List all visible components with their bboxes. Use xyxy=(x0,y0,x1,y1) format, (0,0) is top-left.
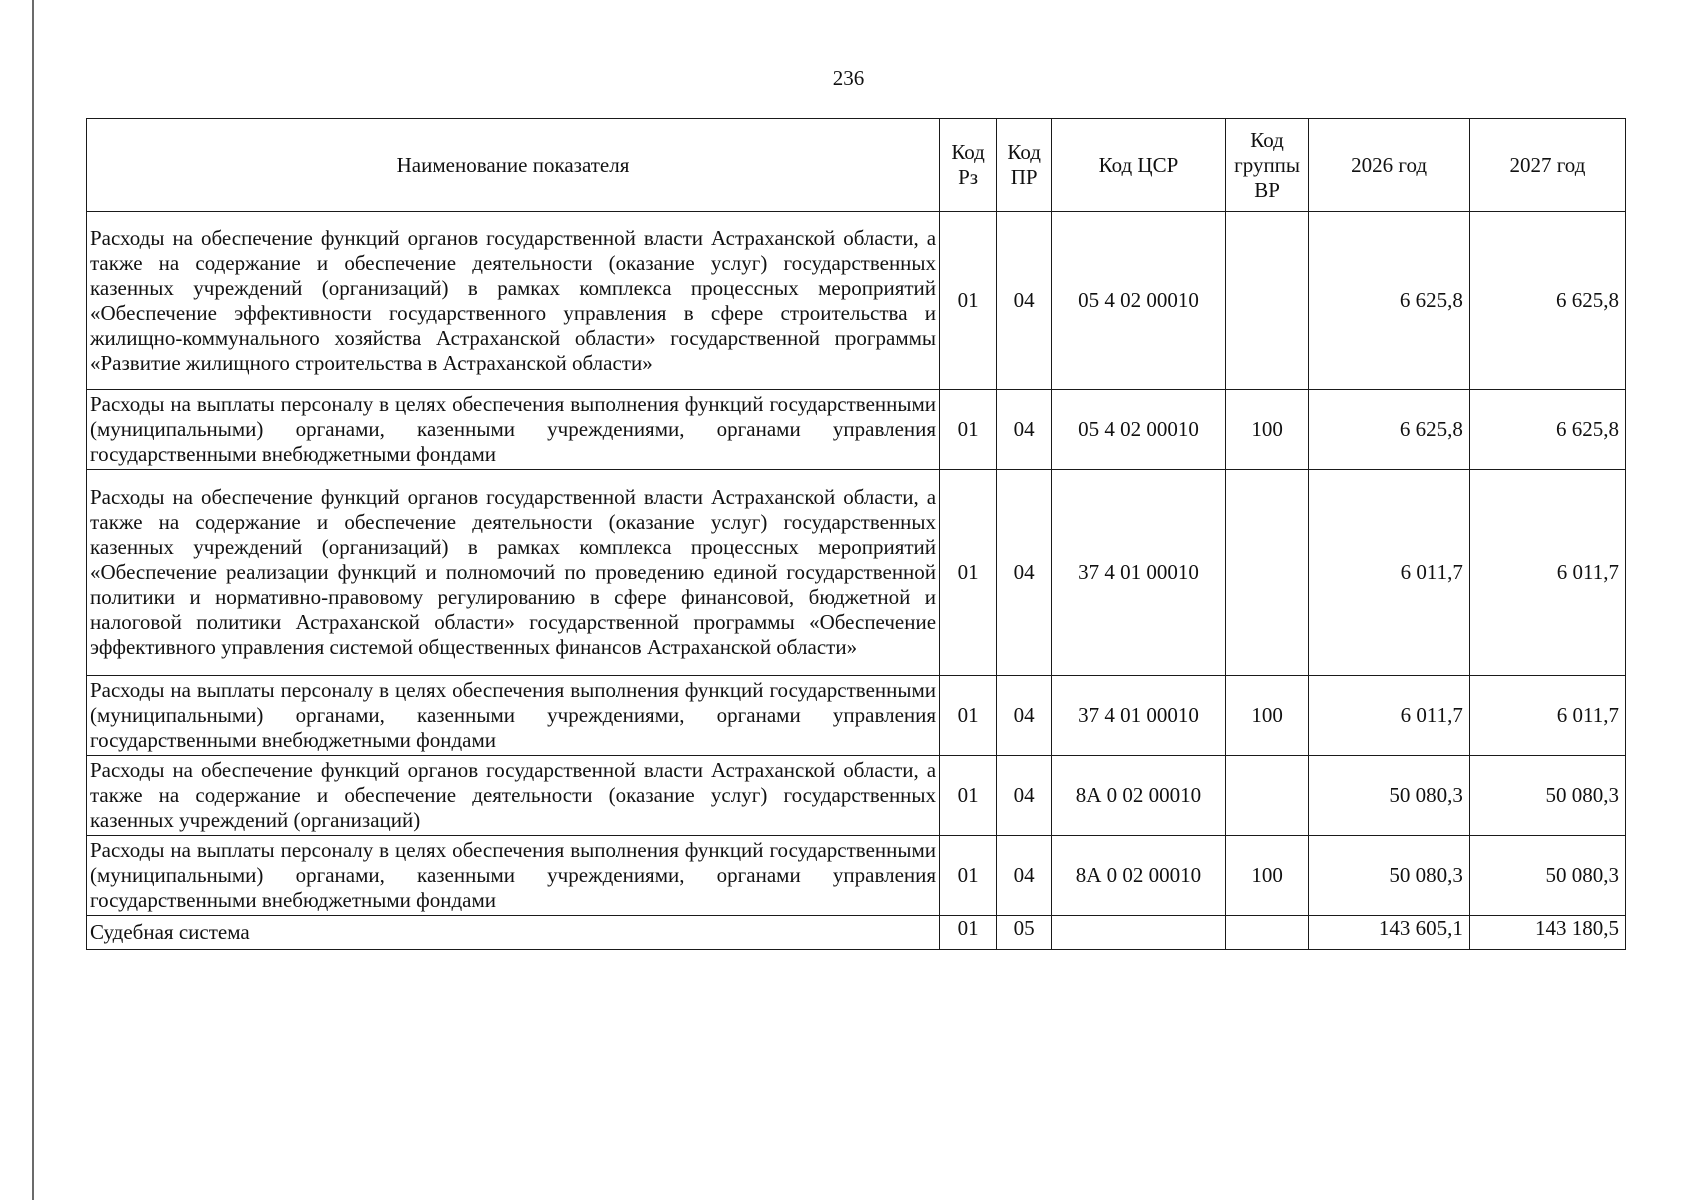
row-vr: 100 xyxy=(1225,390,1309,470)
row-rz: 01 xyxy=(940,212,997,390)
row-2026: 6 011,7 xyxy=(1309,676,1469,756)
row-name: Расходы на обеспечение функций органов государственной власти Астраханской области, а также на содержание и обеспечение деятельности (оказание услуг) государственных казенных учреждений (организаций) в рамках комплекса процессных мероприятий «Обеспечение реализации функций и полномочий по проведению единой государственной политики и нормативно-правовому регулированию в сфере финансовой, бюджетной и налоговой политики Астраханской области» государственной программы «Обеспечение эффективного управления системой общественных финансов Астраханской области» xyxy=(87,470,940,676)
header-csr: Код ЦСР xyxy=(1052,119,1226,212)
table-row xyxy=(87,212,1626,390)
table-row xyxy=(87,390,1626,470)
row-pr: 04 xyxy=(997,756,1052,836)
table-row xyxy=(87,676,1626,756)
row-name: Расходы на обеспечение функций органов государственной власти Астраханской области, а также на содержание и обеспечение деятельности (оказание услуг) государственных казенных учреждений (организаций) в рамках комплекса процессных мероприятий «Обеспечение эффективности государственного управления в сфере строительства и жилищно-коммунального хозяйства Астраханской области» государственной программы «Развитие жилищного строительства в Астраханской области» xyxy=(87,212,940,390)
row-csr: 8А 0 02 00010 xyxy=(1052,756,1226,836)
row-pr: 04 xyxy=(997,676,1052,756)
row-vr xyxy=(1225,470,1309,676)
row-rz: 01 xyxy=(940,916,997,950)
table-row xyxy=(87,756,1626,836)
row-name: Расходы на выплаты персоналу в целях обеспечения выполнения функций государственными (муниципальными) органами, казенными учреждениями, органами управления государственными внебюджетными фондами xyxy=(87,676,940,756)
row-2027: 6 625,8 xyxy=(1469,212,1625,390)
table-row xyxy=(87,916,1626,950)
row-rz: 01 xyxy=(940,470,997,676)
row-csr: 8А 0 02 00010 xyxy=(1052,836,1226,916)
row-2026: 50 080,3 xyxy=(1309,836,1469,916)
row-pr: 05 xyxy=(997,916,1052,950)
row-csr: 05 4 02 00010 xyxy=(1052,390,1226,470)
table-header-row xyxy=(87,119,1626,212)
row-2027: 50 080,3 xyxy=(1469,756,1625,836)
budget-table xyxy=(86,118,1626,950)
row-csr xyxy=(1052,916,1226,950)
row-name: Расходы на выплаты персоналу в целях обеспечения выполнения функций государственными (муниципальными) органами, казенными учреждениями, органами управления государственными внебюджетными фондами xyxy=(87,390,940,470)
row-pr: 04 xyxy=(997,836,1052,916)
row-2027: 50 080,3 xyxy=(1469,836,1625,916)
table-row xyxy=(87,470,1626,676)
row-2027: 143 180,5 xyxy=(1469,916,1625,950)
row-rz: 01 xyxy=(940,390,997,470)
row-vr xyxy=(1225,916,1309,950)
row-2026: 143 605,1 xyxy=(1309,916,1469,950)
row-2027: 6 011,7 xyxy=(1469,470,1625,676)
row-vr: 100 xyxy=(1225,676,1309,756)
row-vr xyxy=(1225,756,1309,836)
row-csr: 05 4 02 00010 xyxy=(1052,212,1226,390)
row-name: Расходы на выплаты персоналу в целях обеспечения выполнения функций государственными (муниципальными) органами, казенными учреждениями, органами управления государственными внебюджетными фондами xyxy=(87,836,940,916)
table-row xyxy=(87,836,1626,916)
row-vr: 100 xyxy=(1225,836,1309,916)
page-number: 236 xyxy=(832,66,865,90)
row-rz: 01 xyxy=(940,836,997,916)
row-2027: 6 625,8 xyxy=(1469,390,1625,470)
row-2026: 6 011,7 xyxy=(1309,470,1469,676)
header-vr: Код группы ВР xyxy=(1225,119,1309,212)
row-name: Расходы на обеспечение функций органов государственной власти Астраханской области, а также на содержание и обеспечение деятельности (оказание услуг) государственных казенных учреждений (организаций) xyxy=(87,756,940,836)
row-2026: 6 625,8 xyxy=(1309,212,1469,390)
header-name: Наименование показателя xyxy=(87,119,940,212)
row-pr: 04 xyxy=(997,470,1052,676)
row-csr: 37 4 01 00010 xyxy=(1052,676,1226,756)
row-2027: 6 011,7 xyxy=(1469,676,1625,756)
row-rz: 01 xyxy=(940,756,997,836)
row-csr: 37 4 01 00010 xyxy=(1052,470,1226,676)
header-rz: Код Рз xyxy=(940,119,997,212)
scan-edge-line xyxy=(32,0,34,1200)
row-pr: 04 xyxy=(997,212,1052,390)
row-name: Судебная система xyxy=(87,916,940,950)
header-2026: 2026 год xyxy=(1309,119,1469,212)
row-pr: 04 xyxy=(997,390,1052,470)
header-2027: 2027 год xyxy=(1469,119,1625,212)
row-2026: 50 080,3 xyxy=(1309,756,1469,836)
row-vr xyxy=(1225,212,1309,390)
header-pr: Код ПР xyxy=(997,119,1052,212)
row-2026: 6 625,8 xyxy=(1309,390,1469,470)
row-rz: 01 xyxy=(940,676,997,756)
